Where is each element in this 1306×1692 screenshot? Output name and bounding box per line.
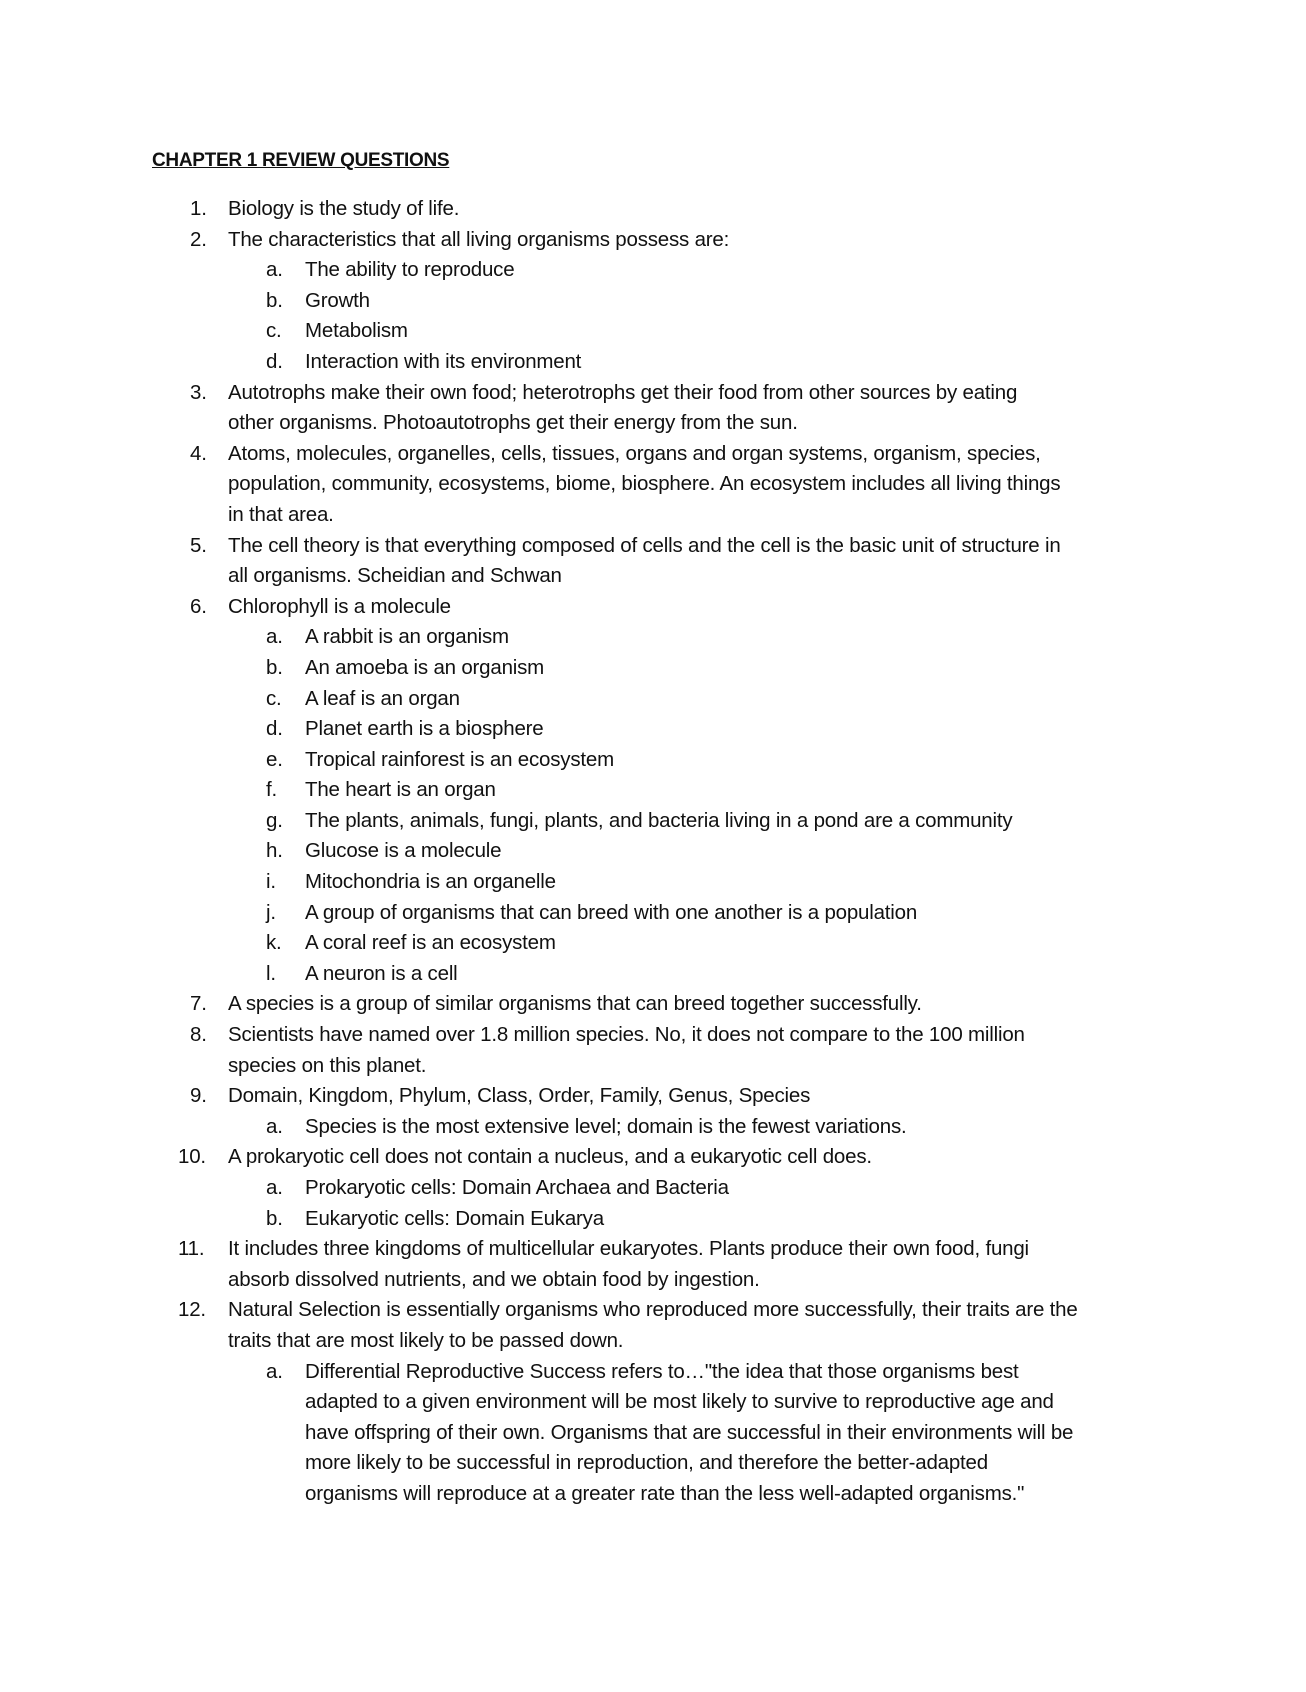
question-item — [152, 531, 1162, 592]
sub-item — [152, 286, 1162, 317]
sub-item-text-line: The ability to reproduce — [305, 258, 515, 282]
sub-item — [152, 1173, 1162, 1204]
sub-item-text-line: Metabolism — [305, 319, 408, 343]
question-item — [152, 1295, 1162, 1356]
sub-item — [152, 836, 1162, 867]
question-number: 6. — [190, 594, 207, 618]
question-text-line: species on this planet. — [228, 1053, 427, 1077]
sub-item-text-line: A rabbit is an organism — [305, 625, 509, 649]
sub-item-letter: e. — [266, 747, 283, 771]
sub-item-letter: b. — [266, 1206, 283, 1230]
sub-item — [152, 316, 1162, 347]
sub-item-text-line: organisms will reproduce at a greater rate than the less well-adapted organisms." — [305, 1481, 1025, 1505]
sub-item-text-line: have offspring of their own. Organisms that are successful in their environments will be — [305, 1420, 1074, 1444]
sub-item — [152, 806, 1162, 837]
question-text-line: It includes three kingdoms of multicellular eukaryotes. Plants produce their own food, fungi — [228, 1237, 1029, 1261]
sub-item — [152, 1204, 1162, 1235]
question-item — [152, 378, 1162, 439]
sub-item — [152, 684, 1162, 715]
question-item — [152, 1142, 1162, 1173]
sub-item — [152, 867, 1162, 898]
question-item — [152, 1020, 1162, 1081]
sub-item-text-line: The heart is an organ — [305, 778, 496, 802]
sub-item-text-line: Growth — [305, 288, 370, 312]
question-text-line: absorb dissolved nutrients, and we obtain food by ingestion. — [228, 1267, 760, 1291]
sub-item-letter: a. — [266, 1114, 283, 1138]
question-text-line: other organisms. Photoautotrophs get their energy from the sun. — [228, 411, 798, 435]
sub-item — [152, 347, 1162, 378]
question-number: 12. — [178, 1298, 206, 1322]
sub-item-text-line: A leaf is an organ — [305, 686, 460, 710]
sub-item — [152, 1357, 1162, 1510]
sub-item-letter: k. — [266, 931, 282, 955]
question-text-line: Scientists have named over 1.8 million species. No, it does not compare to the 100 million — [228, 1023, 1025, 1047]
sub-item-letter: a. — [266, 625, 283, 649]
sub-item-text-line: A group of organisms that can breed with one another is a population — [305, 900, 918, 924]
question-item — [152, 439, 1162, 531]
page-title: CHAPTER 1 REVIEW QUESTIONS — [152, 150, 450, 171]
sub-item — [152, 898, 1162, 929]
sub-item-letter: c. — [266, 319, 282, 343]
question-number: 10. — [178, 1145, 206, 1169]
sub-item-text-line: A coral reef is an ecosystem — [305, 931, 556, 955]
sub-item — [152, 775, 1162, 806]
question-text-line: Atoms, molecules, organelles, cells, tissues, organs and organ systems, organism, species, — [228, 441, 1041, 465]
sub-item-letter: g. — [266, 808, 283, 832]
question-text-line: Natural Selection is essentially organisms who reproduced more successfully, their traits are the — [228, 1298, 1078, 1322]
sub-item-text-line: A neuron is a cell — [305, 961, 458, 985]
sub-item-text-line: Interaction with its environment — [305, 349, 582, 373]
sub-item-text-line: Species is the most extensive level; domain is the fewest variations. — [305, 1114, 907, 1138]
sub-item — [152, 653, 1162, 684]
sub-item — [152, 745, 1162, 776]
sub-item-letter: c. — [266, 686, 282, 710]
question-text-line: all organisms. Scheidian and Schwan — [228, 564, 562, 588]
sub-item-text-line: more likely to be successful in reproduction, and therefore the better-adapted — [305, 1451, 988, 1475]
question-number: 11. — [178, 1237, 205, 1261]
question-text-line: The characteristics that all living organisms possess are: — [228, 227, 730, 251]
sub-item-text-line: The plants, animals, fungi, plants, and bacteria living in a pond are a community — [305, 808, 1013, 832]
question-number: 7. — [190, 992, 207, 1016]
sub-item-text-line: Eukaryotic cells: Domain Eukarya — [305, 1206, 604, 1230]
question-text-line: in that area. — [228, 502, 334, 526]
sub-item — [152, 714, 1162, 745]
question-text-line: traits that are most likely to be passed down. — [228, 1328, 624, 1352]
question-item — [152, 989, 1162, 1020]
sub-item — [152, 959, 1162, 990]
question-number: 9. — [190, 1084, 207, 1108]
question-number: 4. — [190, 441, 207, 465]
sub-item — [152, 1112, 1162, 1143]
sub-item-letter: h. — [266, 839, 283, 863]
sub-item-letter: f. — [266, 778, 277, 802]
sub-item-letter: j. — [266, 900, 276, 924]
question-number: 5. — [190, 533, 207, 557]
sub-item — [152, 255, 1162, 286]
sub-item-text-line: Prokaryotic cells: Domain Archaea and Bacteria — [305, 1176, 729, 1199]
question-list — [152, 194, 1162, 1510]
sub-item-text-line: Planet earth is a biosphere — [305, 717, 544, 741]
question-text-line: A species is a group of similar organisms that can breed together successfully. — [228, 992, 922, 1016]
question-text-line: population, community, ecosystems, biome, biosphere. An ecosystem includes all living things — [228, 472, 1061, 496]
sub-item-letter: a. — [266, 258, 283, 282]
question-text-line: Autotrophs make their own food; heterotrophs get their food from other sources by eating — [228, 380, 1018, 404]
sub-item-text-line: An amoeba is an organism — [305, 655, 545, 679]
sub-item — [152, 622, 1162, 653]
question-text-line: Biology is the study of life. — [228, 197, 460, 220]
question-item — [152, 592, 1162, 623]
sub-item-letter: i. — [266, 870, 276, 894]
question-text-line: The cell theory is that everything composed of cells and the cell is the basic unit of structure in — [228, 533, 1061, 557]
sub-item-letter: b. — [266, 655, 283, 679]
sub-item — [152, 928, 1162, 959]
sub-item-letter: b. — [266, 288, 283, 312]
question-item — [152, 194, 1162, 225]
sub-item-text-line: Glucose is a molecule — [305, 839, 502, 863]
question-number: 2. — [190, 227, 207, 251]
question-text-line: Domain, Kingdom, Phylum, Class, Order, Family, Genus, Species — [228, 1084, 811, 1108]
sub-item-letter: a. — [266, 1176, 283, 1199]
question-item — [152, 1234, 1162, 1295]
sub-item-letter: d. — [266, 717, 283, 741]
question-item — [152, 225, 1162, 256]
question-number: 3. — [190, 380, 207, 404]
question-text-line: Chlorophyll is a molecule — [228, 594, 451, 618]
question-number: 8. — [190, 1023, 207, 1047]
sub-item-letter: l. — [266, 961, 276, 985]
sub-item-letter: a. — [266, 1359, 283, 1383]
sub-item-letter: d. — [266, 349, 283, 373]
question-text-line: A prokaryotic cell does not contain a nucleus, and a eukaryotic cell does. — [228, 1145, 872, 1169]
question-number: 1. — [190, 197, 207, 220]
sub-item-text-line: Mitochondria is an organelle — [305, 870, 556, 894]
sub-item-text-line: Differential Reproductive Success refers to…"the idea that those organisms best — [305, 1359, 1019, 1383]
question-item — [152, 1081, 1162, 1112]
sub-item-text-line: Tropical rainforest is an ecosystem — [305, 747, 614, 771]
sub-item-text-line: adapted to a given environment will be most likely to survive to reproductive age and — [305, 1390, 1054, 1414]
